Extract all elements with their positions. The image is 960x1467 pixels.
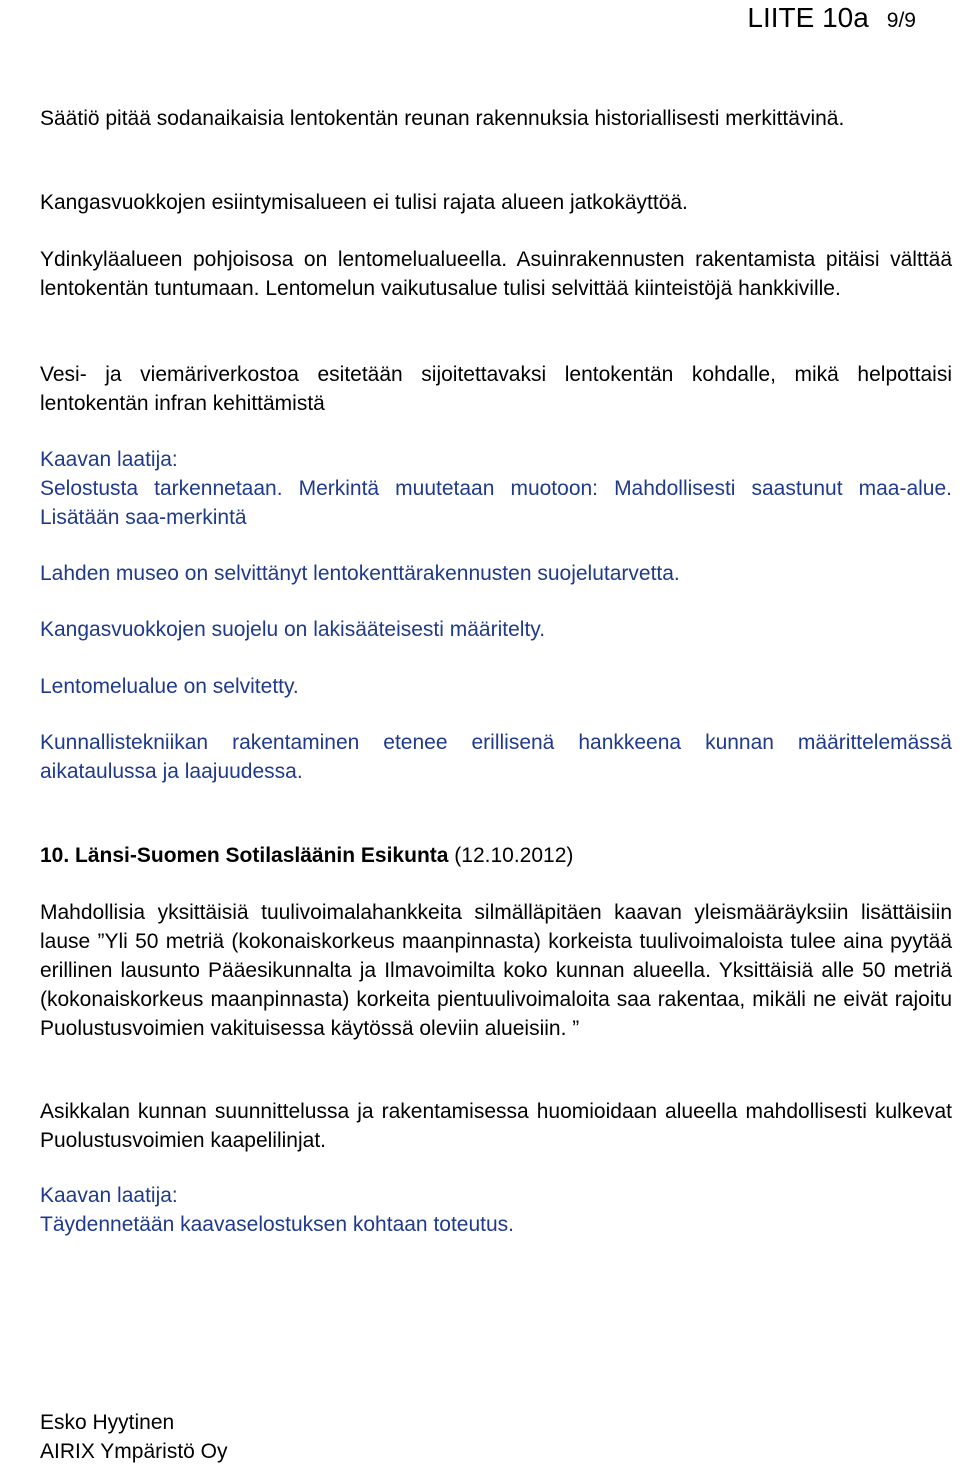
response-paragraph: Kunnallistekniikan rakentaminen etenee erillisenä hankkeena kunnan määrittelemässä aikataulussa ja laajuudessa.: [40, 731, 952, 783]
response-paragraph: Kangasvuokkojen suojelu on lakisääteisesti määritelty.: [40, 618, 546, 641]
section-title: 10. Länsi-Suomen Sotilasläänin Esikunta: [40, 844, 449, 867]
response-paragraph: Täydennetään kaavaselostuksen kohtaan toteutus.: [40, 1213, 514, 1236]
response-paragraph: Lahden museo on selvittänyt lentokenttärakennusten suojelutarvetta.: [40, 562, 680, 585]
response-label: Kaavan laatija:: [40, 448, 178, 471]
page-number: 9/9: [886, 9, 916, 32]
response-paragraph: Lentomelualue on selvitetty.: [40, 675, 299, 698]
signature-block: [40, 1408, 952, 1466]
signature-name: Esko Hyytinen: [40, 1411, 175, 1434]
statement-paragraph: Mahdollisia yksittäisiä tuulivoimalahankkeita silmälläpitäen kaavan yleismääräyksiin lisättäisiin lause ”Yli 50 metriä (kokonaiskorkeus maanpinnasta) korkeista tuulivoimaloista tulee aina pyytää erillinen lausunto Pääesikunnalta ja Ilmavoimilta koko kunnan alueella. Yksittäisiä alle 50 metriä (kokonaiskorkeus maanpinnasta) korkeita pientuulivoimaloita saa rakentaa, mikäli ne eivät rajoitu Puolustusvoimien vakituisessa käytössä oleviin alueisiin. ”: [40, 901, 952, 1040]
statement-paragraph: Asikkalan kunnan suunnittelussa ja rakentamisessa huomioidaan alueella mahdollisesti kulkevat Puolustusvoimien kaapelilinjat.: [40, 1100, 952, 1152]
response-label: Kaavan laatija:: [40, 1184, 178, 1207]
section-heading: [40, 841, 952, 870]
statement-paragraph: Säätiö pitää sodanaikaisia lentokentän reunan rakennuksia historiallisesti merkittävinä.: [40, 107, 845, 130]
statement-paragraph: Vesi- ja viemäriverkostoa esitetään sijoitettavaksi lentokentän kohdalle, mikä helpottaisi lentokentän infran kehittämistä: [40, 363, 952, 415]
section-date: (12.10.2012): [454, 844, 574, 867]
statement-paragraph: Kangasvuokkojen esiintymisalueen ei tulisi rajata alueen jatkokäyttöä.: [40, 191, 688, 214]
response-paragraph: Selostusta tarkennetaan. Merkintä muutetaan muotoon: Mahdollisesti saastunut maa-alue. Lisätään saa-merkintä: [40, 477, 952, 529]
signature-company: AIRIX Ympäristö Oy: [40, 1440, 228, 1463]
appendix-label: LIITE 10a: [747, 2, 869, 33]
statement-paragraph: Ydinkyläalueen pohjoisosa on lentomelualueella. Asuinrakennusten rakentamista pitäisi välttää lentokentän tuntumaan. Lentomelun vaikutusalue tulisi selvittää kiinteistöjä hankkiville.: [40, 248, 952, 300]
page-header: [747, 0, 916, 36]
